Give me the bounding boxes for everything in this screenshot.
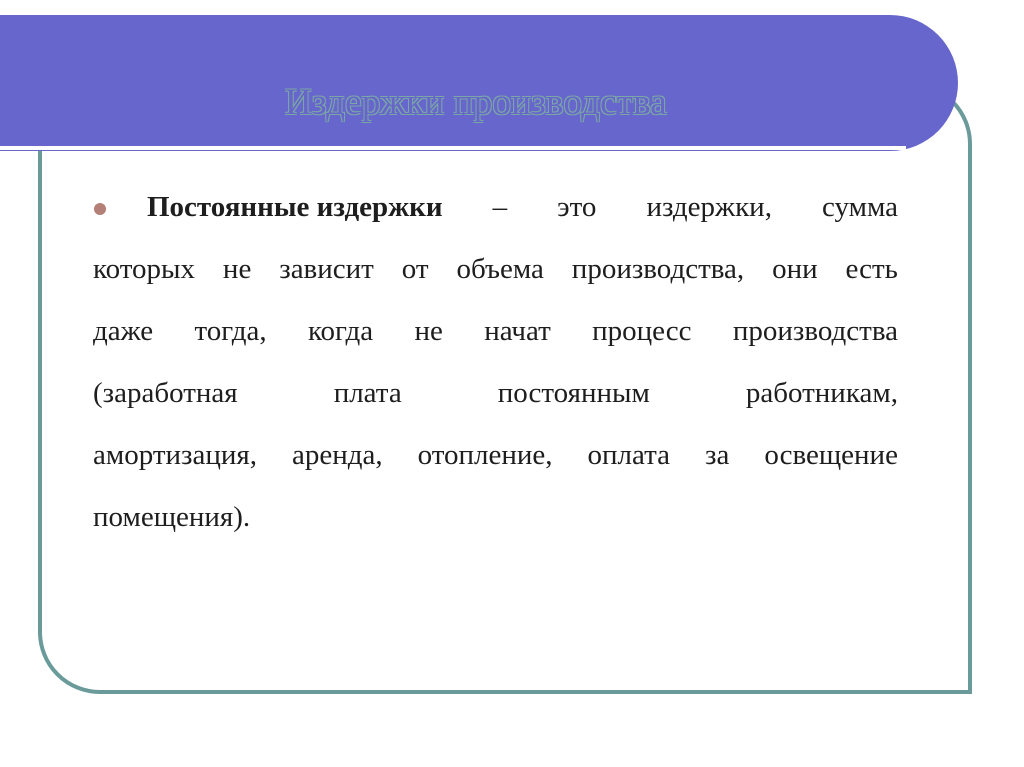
word: это — [557, 191, 597, 223]
word: они — [772, 253, 818, 285]
word: даже — [93, 315, 154, 347]
word: аренда, — [291, 439, 383, 471]
word: объема — [456, 253, 544, 285]
body-line-2 — [93, 249, 898, 289]
word: оплата — [587, 439, 671, 471]
word: тогда, — [194, 315, 267, 347]
word: сумма — [822, 191, 898, 223]
word: процесс — [592, 315, 692, 347]
word: плата — [333, 377, 402, 409]
title-underline — [0, 146, 906, 150]
word: освещение — [764, 439, 898, 471]
body-line-5 — [93, 435, 898, 475]
body-line-1 — [147, 187, 898, 227]
body-line-4 — [93, 373, 898, 413]
word: за — [705, 439, 730, 471]
word: которых — [93, 253, 196, 285]
page-title: Издержки производства — [285, 82, 667, 123]
word: производства, — [571, 253, 745, 285]
word: от — [401, 253, 429, 285]
word: работникам, — [745, 377, 898, 409]
word: начат — [484, 315, 551, 347]
word: производства — [732, 315, 898, 347]
word: (заработная — [93, 377, 238, 409]
bold-term: Постоянные издержки — [147, 191, 443, 223]
word: издержки, — [646, 191, 772, 223]
word: постоянным — [497, 377, 650, 409]
word: не — [414, 315, 443, 347]
word: отопление, — [417, 439, 553, 471]
word: когда — [307, 315, 374, 347]
word: есть — [845, 253, 898, 285]
word: – — [492, 191, 508, 223]
body-line-3 — [93, 311, 898, 351]
word: помещения). — [93, 501, 251, 533]
bullet-point-icon — [94, 203, 106, 215]
word: зависит — [279, 253, 374, 285]
word: не — [222, 253, 252, 285]
body-line-6 — [93, 497, 898, 537]
word: амортизация, — [93, 439, 257, 471]
